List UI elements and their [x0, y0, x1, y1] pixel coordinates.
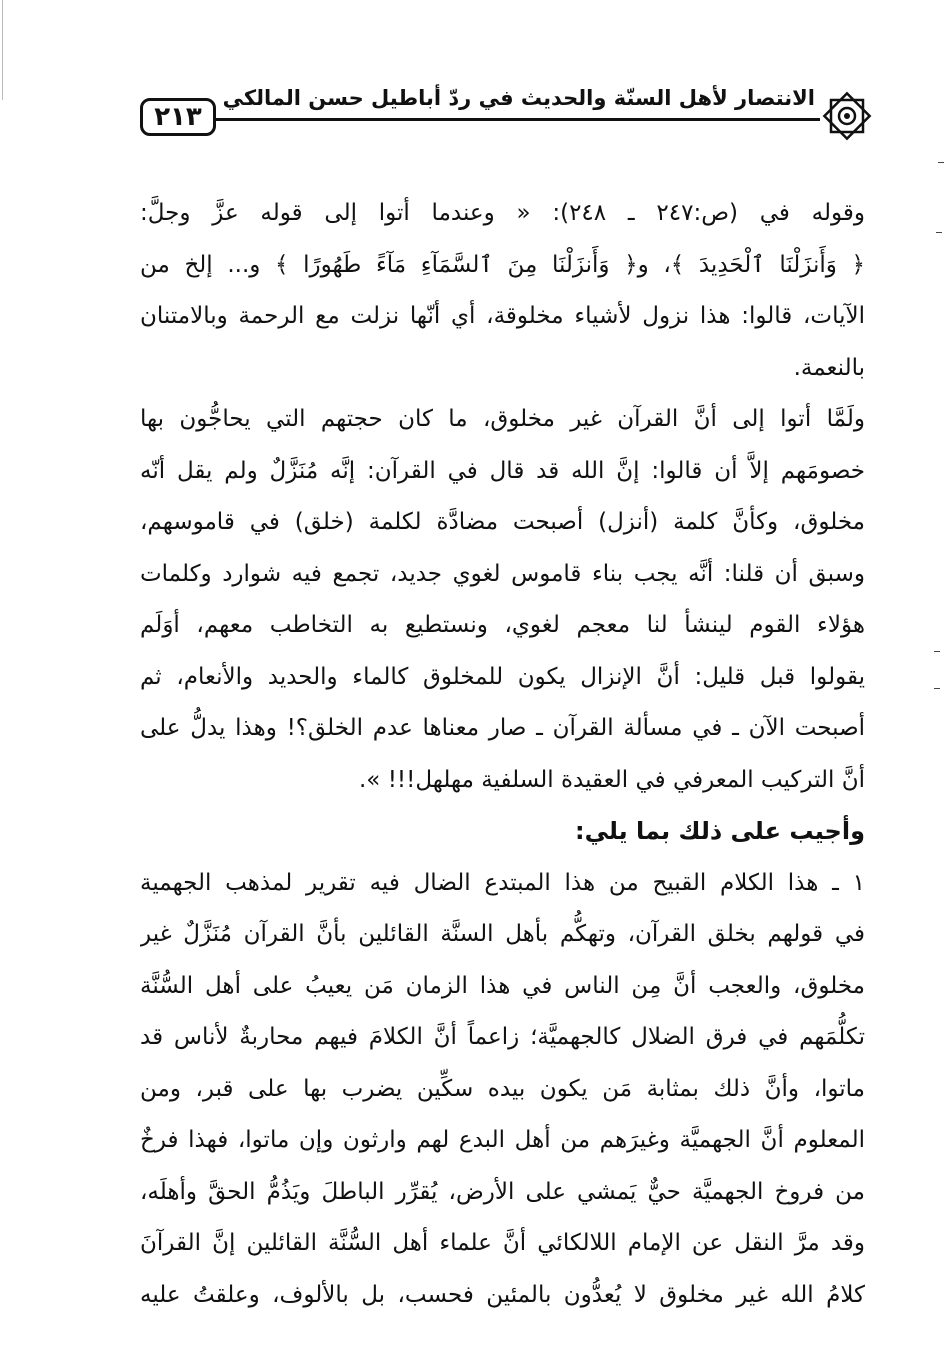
text-line: ١ ـ هذا الكلام القبيح من هذا المبتدع الضال فيه تقرير لمذهب الجهمية	[140, 869, 865, 896]
text-line: ولَمَّا أتوا إلى أنَّ القرآن غير مخلوق، ما كان حجتهم التي يحاجُّون بها	[140, 406, 865, 432]
text-line: وسبق أن قلنا: أنَّه يجب بناء قاموس لغوي جديد، تجمع فيه شوارد وكلمات	[140, 560, 865, 587]
page-header	[140, 88, 875, 152]
star-ornament-icon	[819, 88, 875, 144]
text-line: يقولوا قبل قليل: أنَّ الإنزال يكون للمخلوق كالماء والحديد والأنعام، ثم	[140, 663, 865, 690]
section-heading: وأجيب على ذلك بما يلي:	[574, 817, 865, 845]
text-line: الآيات، قالوا: هذا نزول لأشياء مخلوقة، أي أنّها نزلت مع الرحمة وبالامتنان	[140, 303, 865, 329]
text-line: تكلُّمَهم في فرق الضلال كالجهميَّة؛ زاعماً أنَّ الكلامَ فيهم محاربةٌ لأناس قد	[140, 1024, 865, 1050]
text-line: ماتوا، وأنَّ ذلك بمثابة مَن يكون بيده سكِّين يضرب بها على قبر، ومن	[140, 1075, 865, 1102]
text-line: أصبحت الآن ـ في مسألة القرآن ـ صار معناها عدم الخلق؟! وهذا يدلُّ على	[140, 715, 865, 741]
text-line: المعلوم أنَّ الجهميَّة وغيرَهم من أهل البدع لهم وارثون وإن ماتوا، فهذا فرخٌ	[140, 1127, 865, 1153]
page-number-box	[140, 98, 216, 136]
text-line: مخلوق، والعجب أنَّ مِن الناس في هذا الزمان مَن يعيبُ على أهل السُّنَّة	[140, 972, 865, 999]
scan-edge-line	[2, 0, 3, 100]
text-line: ﴿ وَأَنزَلْنَا ٱلْحَدِيدَ ﴾، و﴿ وَأَنزَلْنَا مِنَ ٱلسَّمَآءِ مَآءً طَهُورًا ﴾ و... إلخ من	[140, 251, 865, 278]
text-line: هؤلاء القوم لينشأ لنا معجم لغوي، ونستطيع به التخاطب معهم، أوَلَم	[140, 612, 865, 638]
text-line: من فروخ الجهميَّة حيٌّ يَمشي على الأرض، يُقرِّر الباطلَ ويَذُمُّ الحقَّ وأهلَه،	[140, 1178, 865, 1205]
header-rule	[216, 118, 820, 121]
text-line: مخلوق، وكأنَّ كلمة (أنزل) أصبحت مضادَّة لكلمة (خلق) في قاموسهم،	[140, 509, 865, 535]
text-line: بالنعمة.	[793, 354, 865, 381]
scan-speck	[934, 688, 940, 689]
text-line: في قولهم بخلق القرآن، وتهكُّم بأهل السنَّة القائلين بأنَّ القرآن مُنَزَّلٌ غير	[140, 921, 865, 947]
page-body	[140, 188, 865, 1321]
scan-speck	[938, 162, 944, 163]
text-line: وقوله في (ص:٢٤٧ ـ ٢٤٨): « وعندما أتوا إلى قوله عزَّ وجلَّ:	[140, 200, 865, 226]
running-title: الانتصار لأهل السنّة والحديث في ردّ أباطيل حسن المالكي	[222, 86, 815, 110]
text-line: وقد مرَّ النقل عن الإمام اللالكائي أنَّ علماء أهل السُّنَّة القائلين إنَّ القرآنَ	[140, 1230, 865, 1256]
text-line: كلامُ الله غير مخلوق لا يُعدُّون بالمئين فحسب، بل بالألوف، وعلقتُ عليه	[140, 1281, 865, 1308]
scan-speck	[934, 651, 940, 652]
scan-speck	[936, 232, 942, 233]
page-number: ٢١٣	[154, 102, 202, 132]
text-line: أنَّ التركيب المعرفي في العقيدة السلفية مهلهل!!! ».	[359, 766, 865, 793]
text-line: خصومَهم إلاَّ أن قالوا: إنَّ الله قد قال في القرآن: إنَّه مُنَزَّلٌ ولم يقل أنّه	[140, 457, 865, 484]
